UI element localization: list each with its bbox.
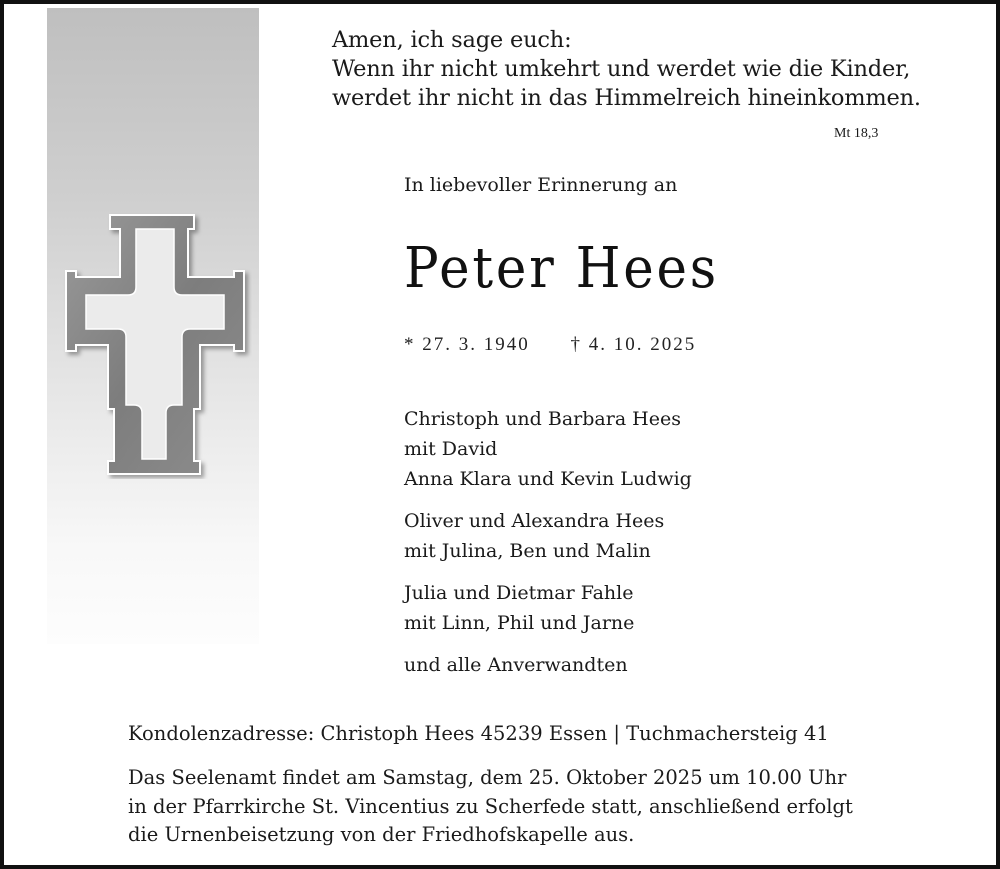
life-dates (404, 334, 696, 356)
intro-text: In liebevoller Erinnerung an (404, 174, 678, 196)
mourner-line: Anna Klara und Kevin Ludwig (404, 468, 692, 490)
verse-line: Amen, ich sage euch: (332, 27, 572, 53)
mourner-line: Oliver und Alexandra Hees (404, 510, 665, 532)
verse-line: werdet ihr nicht in das Himmelreich hineinkommen. (332, 85, 921, 111)
death-date: † 4. 10. 2025 (570, 334, 697, 355)
mourner-line: und alle Anverwandten (404, 654, 628, 676)
verse-reference: Mt 18,3 (834, 126, 879, 141)
mourner-line: mit David (404, 438, 498, 460)
bible-verse (332, 26, 921, 113)
mourner-line: mit Julina, Ben und Malin (404, 540, 651, 562)
mourners-list (404, 404, 692, 692)
mourner-line: Christoph und Barbara Hees (404, 408, 681, 430)
birth-date: * 27. 3. 1940 (404, 334, 530, 355)
mourner-group (404, 578, 692, 638)
service-info (128, 764, 853, 850)
deceased-name: Peter Hees (404, 236, 719, 301)
condolence-address: Kondolenzadresse: Christoph Hees 45239 Essen | Tuchmachersteig 41 (128, 722, 829, 745)
verse-line: Wenn ihr nicht umkehrt und werdet wie die Kinder, (332, 56, 911, 82)
mourner-line: mit Linn, Phil und Jarne (404, 612, 635, 634)
service-line: in der Pfarrkirche St. Vincentius zu Scherfede statt, anschließend erfolgt (128, 794, 853, 818)
mourner-group (404, 506, 692, 566)
cross-icon (62, 209, 252, 479)
mourner-group (404, 650, 692, 680)
mourner-line: Julia und Dietmar Fahle (404, 582, 634, 604)
service-line: Das Seelenamt findet am Samstag, dem 25. Oktober 2025 um 10.00 Uhr (128, 766, 847, 789)
mourner-group (404, 404, 692, 494)
service-line: die Urnenbeisetzung von der Friedhofskapelle aus. (128, 823, 635, 846)
